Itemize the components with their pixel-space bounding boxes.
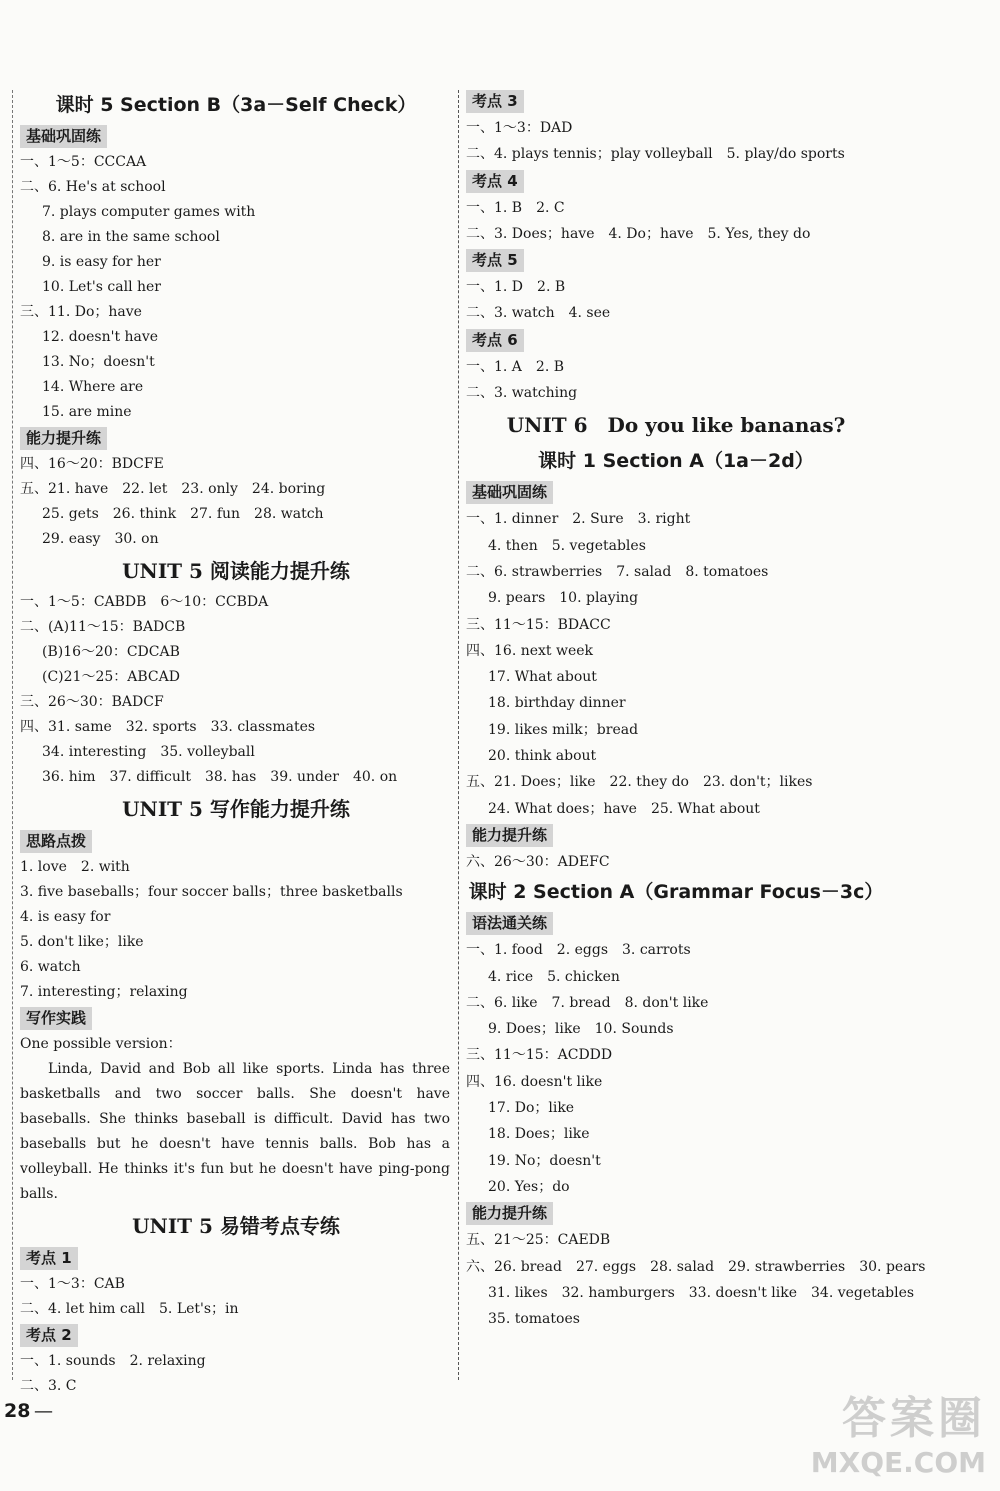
section-tag-label: 考点 3 [466, 90, 524, 113]
answer-line: 6. watch [20, 959, 81, 975]
section-tag [466, 479, 886, 506]
answer-line: 三、11～15：BDACC [466, 616, 611, 633]
answer-line: 29. easy 30. on [42, 531, 159, 547]
right-column [466, 88, 926, 1332]
answer-line: 四、16～20：BDCFE [20, 456, 164, 472]
answer-line: 二、3. C [20, 1378, 77, 1394]
answer-line: 13. No；doesn't [42, 354, 155, 370]
answer-line: (C)21～25：ABCAD [42, 669, 180, 685]
answer-line: 25. gets 26. think 27. fun 28. watch [42, 506, 324, 522]
answer-line: (B)16～20：CDCAB [42, 644, 180, 660]
answer-line: 17. What about [488, 669, 597, 686]
answer-line: 35. tomatoes [488, 1311, 580, 1328]
margin-dashed-line [12, 90, 13, 1380]
answer-line: 一、1～3：CAB [20, 1276, 125, 1292]
answer-line: 二、(A)11～15：BADCB [20, 619, 186, 635]
answer-line: 31. likes 32. hamburgers 33. doesn't like 34. vegetables [488, 1284, 915, 1301]
answer-line: 14. Where are [42, 379, 144, 395]
answer-line: 18. birthday dinner [488, 695, 626, 712]
section-tag-label: 基础巩固练 [20, 125, 107, 148]
answer-line: 19. likes milk；bread [488, 721, 639, 738]
section-tag-label: 能力提升练 [20, 427, 107, 450]
answer-line: 19. No；doesn't [488, 1152, 601, 1169]
answer-line: 一、1. food 2. eggs 3. carrots [466, 942, 691, 959]
lesson-heading: 课时 1 Section A（1a－2d） [538, 450, 814, 473]
answer-line: 二、4. plays tennis；play volleyball 5. play/do sports [466, 146, 845, 163]
answer-line: 二、4. let him call 5. Let's；in [20, 1301, 239, 1317]
section-tag-label: 考点 1 [20, 1247, 78, 1270]
section-tag [20, 828, 452, 855]
answer-line: 15. are mine [42, 404, 132, 420]
section-tag [466, 168, 886, 195]
section-tag-label: 考点 4 [466, 170, 524, 193]
section-tag [20, 123, 452, 150]
answer-line: 四、16. next week [466, 642, 594, 659]
section-tag [20, 1322, 452, 1349]
answer-line: 一、1～3：DAD [466, 120, 573, 136]
answer-line: 二、6. He's at school [20, 179, 166, 195]
answer-line: 一、1. sounds 2. relaxing [20, 1353, 206, 1369]
section-tag-label: 能力提升练 [466, 824, 553, 847]
left-column [20, 88, 452, 1399]
answer-line: 四、16. doesn't like [466, 1073, 603, 1090]
answer-line: 10. Let's call her [42, 279, 161, 295]
answer-line: One possible version： [20, 1036, 182, 1052]
answer-line: 1. love 2. with [20, 859, 130, 875]
answer-line: 一、1～5：CABDB 6～10：CCBDA [20, 594, 269, 610]
answer-line: 三、11. Do；have [20, 304, 142, 320]
answer-line: 7. interesting；relaxing [20, 984, 188, 1000]
answer-line: 3. five baseballs；four soccer balls；three basketballs [20, 884, 403, 900]
answer-line: 9. is easy for her [42, 254, 161, 270]
section-tag [466, 910, 886, 937]
unit-heading: UNIT 5 写作能力提升练 [122, 797, 350, 821]
section-tag-label: 考点 6 [466, 329, 524, 352]
watermark-cn: 答案圈 [842, 1393, 986, 1444]
answer-line: 18. Does；like [488, 1126, 590, 1143]
section-tag [466, 327, 886, 354]
unit-heading: UNIT 5 阅读能力提升练 [122, 559, 350, 583]
answer-line: 4. then 5. vegetables [488, 537, 646, 554]
page-number-dash: — [34, 1400, 53, 1422]
answer-line: 7. plays computer games with [42, 204, 256, 220]
answer-line: 17. Do；like [488, 1100, 575, 1117]
answer-line: 二、3. watch 4. see [466, 305, 611, 322]
section-tag [20, 1005, 452, 1032]
answer-line: 二、3. Does；have 4. Do；have 5. Yes, they do [466, 225, 811, 242]
section-tag-label: 基础巩固练 [466, 481, 553, 504]
answer-line: 4. is easy for [20, 909, 111, 925]
answer-line: 二、6. like 7. bread 8. don't like [466, 994, 709, 1011]
answer-line: 六、26～30：ADEFC [466, 853, 610, 870]
watermark-logo [811, 1382, 986, 1479]
section-tag [20, 425, 452, 452]
section-tag [466, 247, 886, 274]
answer-line: 9. Does；like 10. Sounds [488, 1021, 674, 1038]
answer-line: 二、3. watching [466, 385, 578, 402]
answer-line: 二、6. strawberries 7. salad 8. tomatoes [466, 563, 769, 580]
unit-heading: UNIT 5 易错考点专练 [132, 1214, 340, 1238]
section-tag [466, 822, 886, 849]
answer-line: 20. think about [488, 748, 597, 765]
answer-line: 五、21. have 22. let 23. only 24. boring [20, 481, 326, 497]
section-tag-label: 写作实践 [20, 1007, 92, 1030]
answer-line: 五、21～25：CAEDB [466, 1232, 611, 1249]
answer-line: 一、1. D 2. B [466, 279, 566, 296]
column-divider [458, 90, 459, 1380]
answer-line: 一、1. A 2. B [466, 358, 565, 375]
answer-line: 12. doesn't have [42, 329, 159, 345]
answer-line: 34. interesting 35. volleyball [42, 744, 255, 760]
answer-line: 5. don't like；like [20, 934, 144, 950]
watermark-en: MXQE.COM [810, 1446, 986, 1479]
answer-line: 4. rice 5. chicken [488, 968, 620, 985]
answer-line: 五、21. Does；like 22. they do 23. don't；likes [466, 774, 813, 791]
answer-line: 六、26. bread 27. eggs 28. salad 29. strawberries 30. pears [466, 1258, 926, 1275]
answer-line: 一、1. B 2. C [466, 199, 565, 216]
section-tag [466, 88, 886, 115]
section-tag [20, 1245, 452, 1272]
section-tag-label: 考点 2 [20, 1324, 78, 1347]
sample-essay: Linda, David and Bob all like sports. Linda has three basketballs and two soccer balls. She doesn't have baseballs. She thinks baseball is difficult. David has two baseballs but he doesn't have tennis balls. Bob has a volleyball. He thinks it's fun but he doesn't have ping-pong balls. [20, 1061, 450, 1202]
section-tag [466, 1200, 886, 1227]
section-tag-label: 语法通关练 [466, 912, 553, 935]
section-tag-label: 能力提升练 [466, 1202, 553, 1225]
answer-line: 20. Yes；do [488, 1178, 570, 1195]
answer-line: 四、31. same 32. sports 33. classmates [20, 719, 316, 735]
page-number: 28 [4, 1400, 31, 1422]
answer-line: 8. are in the same school [42, 229, 220, 245]
answer-line: 一、1～5：CCCAA [20, 154, 147, 170]
answer-line: 三、26～30：BADCF [20, 694, 164, 710]
answer-line: 一、1. dinner 2. Sure 3. right [466, 511, 691, 528]
section-tag-label: 思路点拨 [20, 830, 92, 853]
section-tag-label: 考点 5 [466, 249, 524, 272]
lesson-heading: 课时 5 Section B（3a－Self Check） [55, 94, 417, 116]
answer-line: 三、11～15：ACDDD [466, 1047, 613, 1064]
unit-heading: UNIT 6 Do you like bananas? [506, 413, 846, 438]
answer-line: 9. pears 10. playing [488, 590, 639, 607]
answer-line: 36. him 37. difficult 38. has 39. under 40. on [42, 769, 398, 785]
lesson-heading: 课时 2 Section A（Grammar Focus－3c） [468, 881, 884, 904]
answer-line: 24. What does；have 25. What about [488, 800, 760, 817]
